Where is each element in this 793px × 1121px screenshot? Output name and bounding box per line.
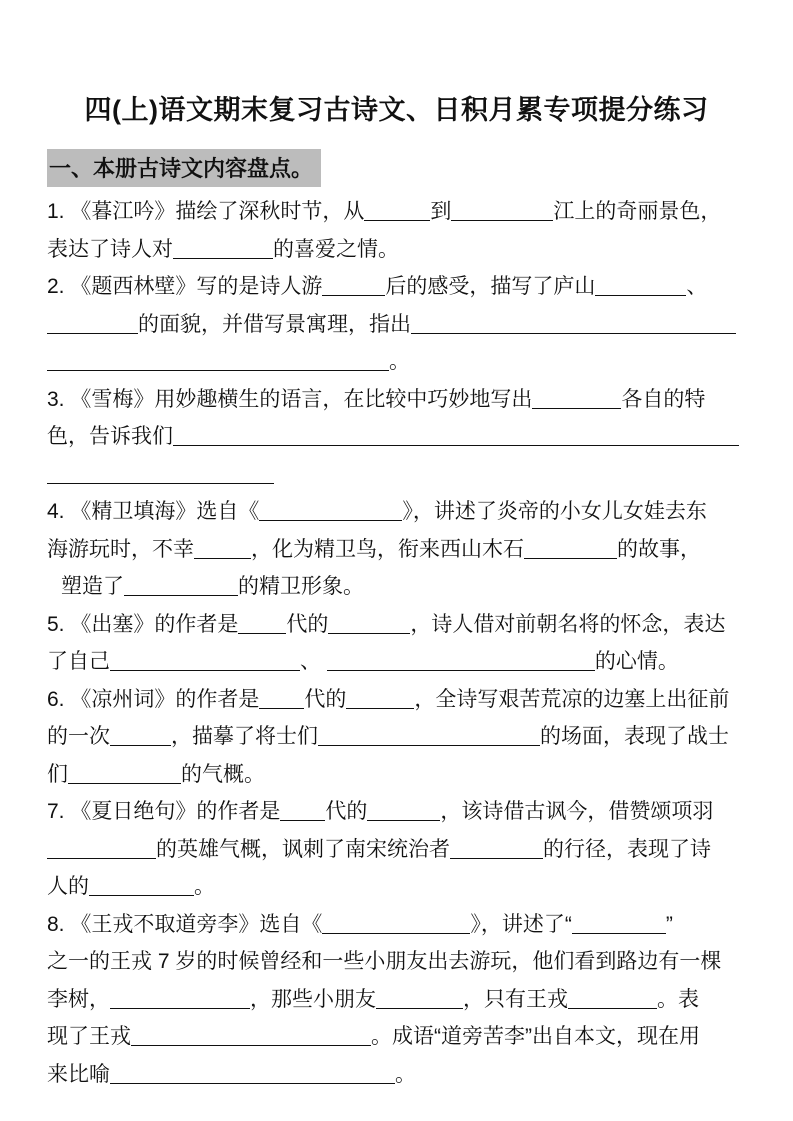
- text-run: 4. 《精卫填海》选自《: [47, 500, 260, 523]
- text-run: 的故事，: [617, 537, 701, 561]
- text-run: ，那些小朋友: [250, 987, 376, 1011]
- fill-in-blank[interactable]: [411, 312, 736, 334]
- fill-in-blank[interactable]: [568, 987, 657, 1009]
- fill-in-blank[interactable]: [194, 537, 251, 559]
- text-run: 了自己: [47, 650, 110, 673]
- question-8-line: [47, 943, 747, 981]
- text-run: 的喜爱之情。: [273, 237, 399, 261]
- fill-in-blank[interactable]: [367, 799, 440, 821]
- question-7-line: [47, 793, 747, 831]
- question-1-line: [47, 231, 747, 269]
- fill-in-blank[interactable]: [572, 912, 666, 934]
- page-title: 四(上)语文期末复习古诗文、日积月累专项提分练习: [84, 95, 709, 125]
- text-run: ，全诗写艰苦荒凉的边塞上出征前: [414, 687, 730, 711]
- text-run: 海游玩时，不幸: [47, 537, 194, 561]
- text-run: 7. 《夏日绝句》的作者是: [47, 800, 281, 823]
- text-run: 到: [430, 200, 452, 223]
- question-3-line: [47, 381, 747, 419]
- question-4-line: [47, 568, 747, 606]
- text-run: 色，告诉我们: [47, 425, 173, 448]
- question-5-line: [47, 643, 747, 681]
- fill-in-blank[interactable]: [47, 312, 138, 334]
- fill-in-blank[interactable]: [451, 199, 553, 221]
- fill-in-blank[interactable]: [173, 424, 739, 446]
- question-8-line: [47, 1018, 747, 1056]
- fill-in-blank[interactable]: [327, 649, 595, 671]
- fill-in-blank[interactable]: [328, 612, 410, 634]
- text-run: 们: [47, 762, 68, 786]
- fill-in-blank[interactable]: [259, 687, 304, 709]
- question-7-line: [47, 868, 747, 906]
- text-run: 的精卫形象。: [238, 575, 364, 598]
- text-run: 8. 《王戎不取道旁李》选自《: [47, 912, 323, 936]
- text-run: 来比喻: [47, 1062, 110, 1086]
- text-run: ，该诗借古讽今，借赞颂项羽: [440, 800, 714, 823]
- fill-in-blank[interactable]: [110, 987, 250, 1009]
- text-run: 、: [686, 275, 708, 298]
- fill-in-blank[interactable]: [280, 799, 325, 821]
- text-run: 人的: [47, 875, 89, 898]
- question-2-line: [47, 268, 747, 306]
- text-run: 3. 《雪梅》用妙趣横生的语言，在比较中巧妙地写出: [47, 387, 533, 411]
- question-6-line: [47, 681, 747, 719]
- question-2-line: [47, 343, 747, 381]
- text-run: 的英雄气概，讽刺了南宋统治者: [156, 837, 450, 861]
- text-run: 之一的王戎 7 岁的时候曾经和一些小朋友出去游玩，他们看到路边有一棵: [47, 950, 722, 973]
- text-run: ，诗人借对前朝名将的怀念，表达: [410, 612, 726, 636]
- text-run: 。: [194, 875, 215, 898]
- text-run: 2. 《题西林壁》写的是诗人游: [47, 275, 323, 298]
- fill-in-blank[interactable]: [364, 199, 430, 221]
- question-2-line: [47, 306, 747, 344]
- question-6-line: [47, 718, 747, 756]
- text-run: 的面貌，并借写景寓理，指出: [138, 312, 411, 336]
- question-8-line: [47, 1056, 747, 1094]
- text-run: 代的: [286, 612, 329, 636]
- fill-in-blank[interactable]: [47, 462, 274, 484]
- text-run: 。成语“道旁苦李”出自本文，现在用: [371, 1025, 700, 1048]
- fill-in-blank[interactable]: [524, 537, 617, 559]
- text-run: 的一次: [47, 725, 110, 748]
- question-4-line: [47, 531, 747, 569]
- text-run: 。: [395, 1062, 416, 1086]
- question-3-line: [47, 456, 747, 494]
- section-header: 一、本册古诗文内容盘点。: [47, 149, 321, 187]
- question-4-line: [47, 493, 747, 531]
- text-run: 的气概。: [181, 762, 265, 786]
- fill-in-blank[interactable]: [346, 687, 414, 709]
- text-run: ，描摹了将士们: [171, 725, 318, 748]
- text-run: 的心情。: [594, 650, 679, 673]
- fill-in-blank[interactable]: [110, 724, 171, 746]
- text-run: 》，讲述了炎帝的小女儿女娃去东: [402, 500, 707, 523]
- fill-in-blank[interactable]: [47, 837, 156, 859]
- text-run: 江上的奇丽景色，: [553, 200, 722, 223]
- question-3-line: [47, 418, 747, 456]
- worksheet-body: [47, 193, 747, 1093]
- text-run: 代的: [304, 687, 347, 711]
- text-run: 现了王戎: [47, 1025, 131, 1048]
- question-7-line: [47, 831, 747, 869]
- fill-in-blank[interactable]: [322, 274, 385, 296]
- text-run: 各自的特: [621, 387, 706, 411]
- fill-in-blank[interactable]: [173, 237, 273, 259]
- fill-in-blank[interactable]: [376, 987, 463, 1009]
- fill-in-blank[interactable]: [89, 874, 194, 896]
- text-run: 。表: [657, 987, 699, 1011]
- section-header-row: [47, 149, 793, 187]
- text-run: 6. 《凉州词》的作者是: [47, 687, 260, 711]
- fill-in-blank[interactable]: [450, 837, 543, 859]
- fill-in-blank[interactable]: [532, 387, 621, 409]
- text-run: 》，讲述了“: [470, 912, 572, 936]
- fill-in-blank[interactable]: [110, 649, 300, 671]
- text-run: 塑造了: [61, 575, 124, 598]
- text-run: 代的: [325, 800, 368, 823]
- text-run: 、: [300, 650, 327, 673]
- fill-in-blank[interactable]: [47, 349, 389, 371]
- text-run: 。: [389, 350, 410, 373]
- text-run: 的场面，表现了战士: [540, 725, 729, 748]
- fill-in-blank[interactable]: [110, 1062, 395, 1084]
- fill-in-blank[interactable]: [238, 612, 286, 634]
- fill-in-blank[interactable]: [322, 912, 470, 934]
- text-run: 表达了诗人对: [47, 237, 173, 261]
- question-6-line: [47, 756, 747, 794]
- text-run: ，化为精卫鸟，衔来西山木石: [251, 537, 524, 561]
- text-run: 5. 《出塞》的作者是: [47, 612, 239, 636]
- fill-in-blank[interactable]: [259, 499, 402, 521]
- text-run: 1. 《暮江吟》描绘了深秋时节，从: [47, 200, 365, 223]
- text-run: 的行径，表现了诗: [543, 837, 711, 861]
- text-run: ，只有王戎: [463, 987, 568, 1011]
- text-run: 李树，: [47, 987, 110, 1011]
- text-run: 后的感受，描写了庐山: [385, 275, 596, 298]
- fill-in-blank[interactable]: [595, 274, 686, 296]
- fill-in-blank[interactable]: [131, 1024, 371, 1046]
- question-8-line: [47, 906, 747, 944]
- question-5-line: [47, 606, 747, 644]
- fill-in-blank[interactable]: [124, 574, 238, 596]
- question-8-line: [47, 981, 747, 1019]
- text-run: ”: [665, 912, 673, 936]
- question-1-line: [47, 193, 747, 231]
- fill-in-blank[interactable]: [68, 762, 181, 784]
- fill-in-blank[interactable]: [318, 724, 540, 746]
